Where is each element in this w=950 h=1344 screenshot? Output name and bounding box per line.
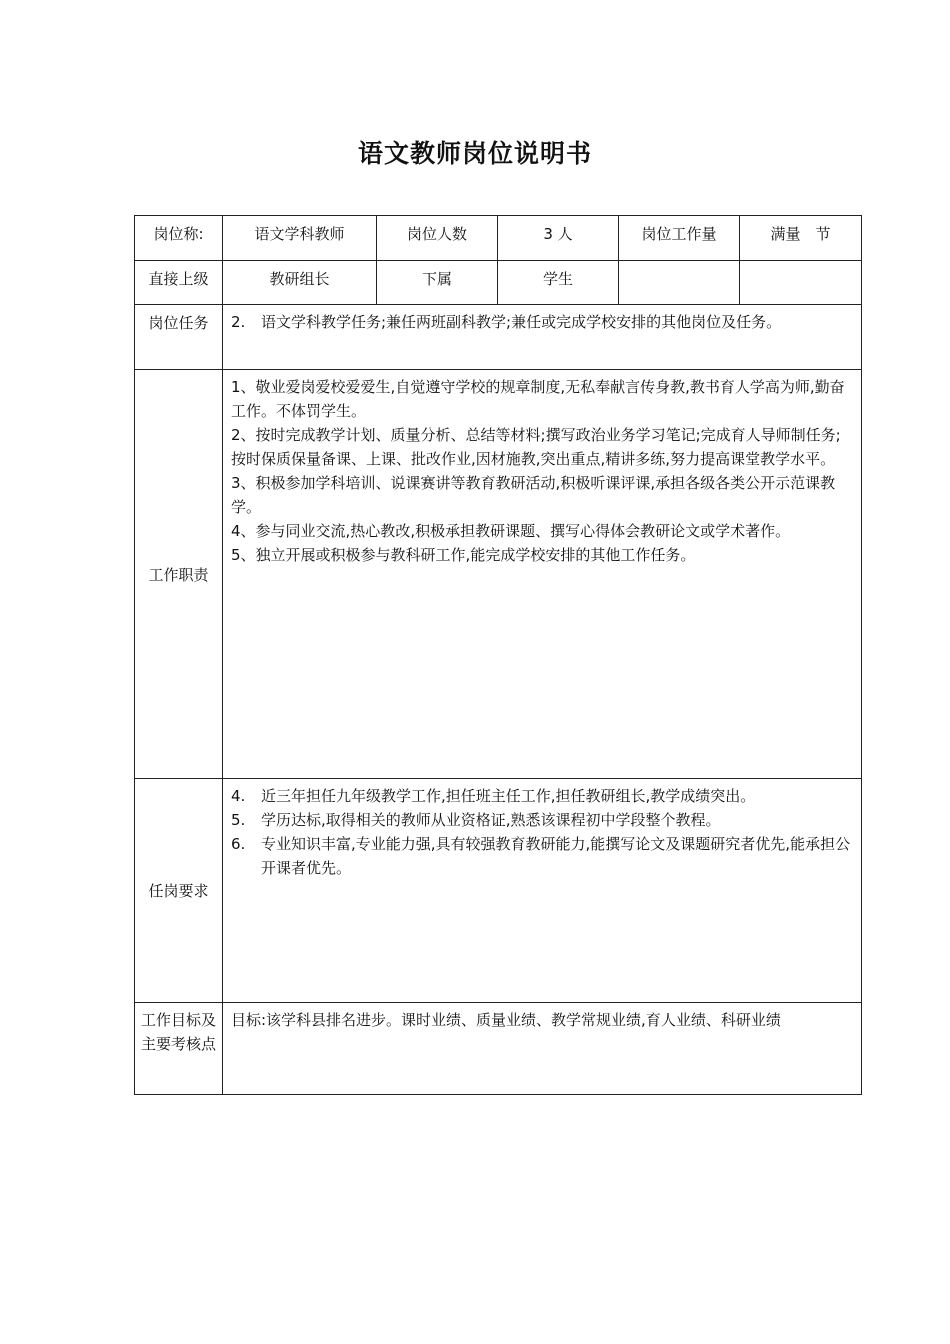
headcount-label: 岗位人数: [377, 216, 498, 261]
requirements-cell: [223, 779, 862, 1003]
goals-cell: [223, 1003, 862, 1095]
superior-label: 直接上级: [135, 261, 223, 305]
job-description-table: [134, 215, 862, 1095]
table-row: [135, 370, 862, 779]
headcount-value: 3 人: [498, 216, 619, 261]
item-text: 学历达标,取得相关的教师从业资格证,熟悉该课程初中学段整个教程。: [261, 811, 721, 829]
superior-value: 教研组长: [223, 261, 377, 305]
duties-cell: [223, 370, 862, 779]
duties-label: 工作职责: [135, 370, 223, 779]
list-item: [231, 832, 853, 880]
list-item: 1、敬业爱岗爱校爱爱生,自觉遵守学校的规章制度,无私奉献言传身教,教书育人学高为师,勤奋工作。不体罚学生。: [231, 378, 845, 420]
post-name-label: 岗位称:: [135, 216, 223, 261]
post-name-value: 语文学科教师: [223, 216, 377, 261]
list-item: 5、独立开展或积极参与教科研工作,能完成学校安排的其他工作任务。: [231, 546, 696, 564]
item-text: 语文学科教学任务;兼任两班副科教学;兼任或完成学校安排的其他岗位及任务。: [261, 313, 782, 331]
table-row: [135, 305, 862, 370]
table-row: [135, 1003, 862, 1095]
list-item: 4、参与同业交流,热心教改,积极承担教研课题、撰写心得体会教研论文或学术著作。: [231, 522, 791, 540]
tasks-cell: [223, 305, 862, 370]
subordinate-value: 学生: [498, 261, 619, 305]
item-number: 2.: [231, 313, 246, 331]
list-item: 2、按时完成教学计划、质量分析、总结等材料;撰写政治业务学习笔记;完成育人导师制任务;按时保质保量备课、上课、批改作业,因材施教,突出重点,精讲多练,努力提高课堂教学水平。: [231, 426, 841, 468]
goals-text: 目标:该学科县排名进步。课时业绩、质量业绩、教学常规业绩,育人业绩、科研业绩: [231, 1011, 781, 1029]
table-row: [135, 779, 862, 1003]
item-text: 近三年担任九年级教学工作,担任班主任工作,担任教研组长,教学成绩突出。: [261, 787, 756, 805]
list-item: [231, 784, 853, 808]
document-title: 语文教师岗位说明书: [357, 139, 592, 168]
list-item: [231, 808, 853, 832]
requirements-label: 任岗要求: [135, 779, 223, 1003]
item-number: 6.: [231, 835, 246, 853]
table-row: [135, 216, 862, 261]
tasks-label: 岗位任务: [135, 305, 223, 370]
item-text: 专业知识丰富,专业能力强,具有较强教育教研能力,能撰写论文及课题研究者优先,能承担公开课者优先。: [261, 835, 851, 877]
goals-label-cell: [135, 1003, 223, 1095]
subordinate-label: 下属: [377, 261, 498, 305]
blank-cell: [740, 261, 862, 305]
item-number: 5.: [231, 811, 246, 829]
list-item: 3、积极参加学科培训、说课赛讲等教育教研活动,积极听课评课,承担各级各类公开示范课教学。: [231, 474, 836, 516]
list-item: [231, 310, 853, 334]
table-row: [135, 261, 862, 305]
workload-value: 满量 节: [740, 216, 862, 261]
workload-label: 岗位工作量: [619, 216, 740, 261]
goals-label: 工作目标及主要考核点: [141, 1011, 217, 1053]
item-number: 4.: [231, 787, 246, 805]
blank-cell: [619, 261, 740, 305]
